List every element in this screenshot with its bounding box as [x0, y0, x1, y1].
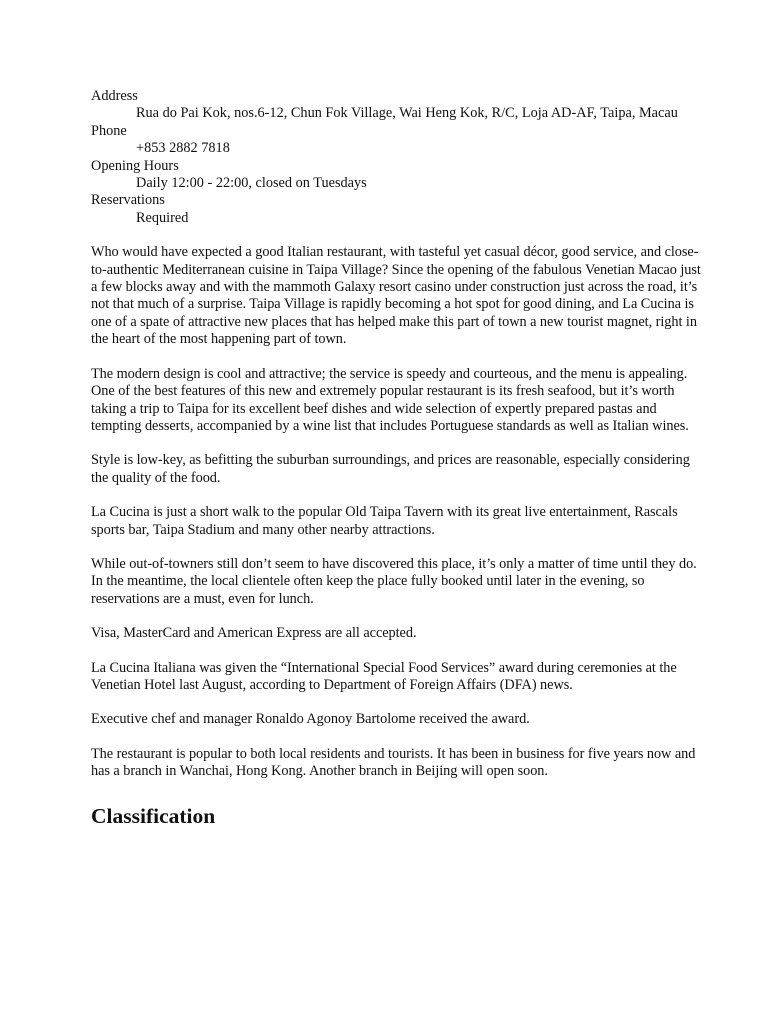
review-paragraph-clientele: While out-of-towners still don’t seem to have discovered this place, it’s only a matter of time until they do. In the meantime, the local clientele often keep the place fully booked until later in the evening, so reservations are a must, even for lunch. [91, 555, 697, 607]
opening-hours-value: Daily 12:00 - 22:00, closed on Tuesdays [136, 175, 367, 192]
review-paragraph-style: Style is low-key, as befitting the suburban surroundings, and prices are reasonable, especially considering the quality of the food. [91, 452, 690, 486]
review-paragraph-payment: Visa, MasterCard and American Express are all accepted. [91, 625, 417, 642]
review-paragraph-location: La Cucina is just a short walk to the popular Old Taipa Tavern with its great live entertainment, Rascals sports bar, Taipa Stadium and many other nearby attractions. [91, 504, 678, 538]
address-value: Rua do Pai Kok, nos.6-12, Chun Fok Village, Wai Heng Kok, R/C, Loja AD-AF, Taipa, Macau [136, 105, 678, 122]
review-paragraph-branches: The restaurant is popular to both local residents and tourists. It has been in business for five years now and has a branch in Wanchai, Hong Kong. Another branch in Beijing will open soon. [91, 745, 696, 780]
restaurant-info-list [91, 88, 701, 227]
reservations-value: Required [136, 209, 189, 226]
classification-heading: Classification [91, 803, 216, 828]
phone-label: Phone [91, 122, 127, 139]
review-paragraph-award: La Cucina Italiana was given the “International Special Food Services” award during ceremonies at the Venetian Hotel last August, according to Department of Foreign Affairs (DFA) news. [91, 659, 677, 693]
review-paragraph-chef: Executive chef and manager Ronaldo Agonoy Bartolome received the award. [91, 711, 530, 728]
review-paragraph-intro: Who would have expected a good Italian restaurant, with tasteful yet casual décor, good service, and close-to-authentic Mediterranean cuisine in Taipa Village? Since the opening of the fabulous Venetian Macao just a few blocks away and with the mammoth Galaxy resort casino under construction just across the road, it’s not that much of a surprise. Taipa Village is rapidly becoming a hot spot for good dining, and La Cucina is one of a spate of attractive new places that has helped make this part of town a new tourist magnet, right in the heart of the most happening part of town. [91, 244, 701, 348]
document-content [91, 88, 701, 829]
address-label: Address [91, 88, 138, 104]
reservations-label: Reservations [91, 192, 165, 209]
review-body [91, 244, 701, 780]
opening-hours-label: Opening Hours [91, 157, 179, 174]
phone-value: +853 2882 7818 [136, 140, 230, 157]
review-paragraph-design: The modern design is cool and attractive; the service is speedy and courteous, and the menu is appealing. One of the best features of this new and extremely popular restaurant is its fresh seafood, but it’s worth taking a trip to Taipa for its excellent beef dishes and wide selection of expertly prepared pastas and tempting desserts, accompanied by a wine list that includes Portuguese standards as well as Italian wines. [91, 365, 689, 434]
